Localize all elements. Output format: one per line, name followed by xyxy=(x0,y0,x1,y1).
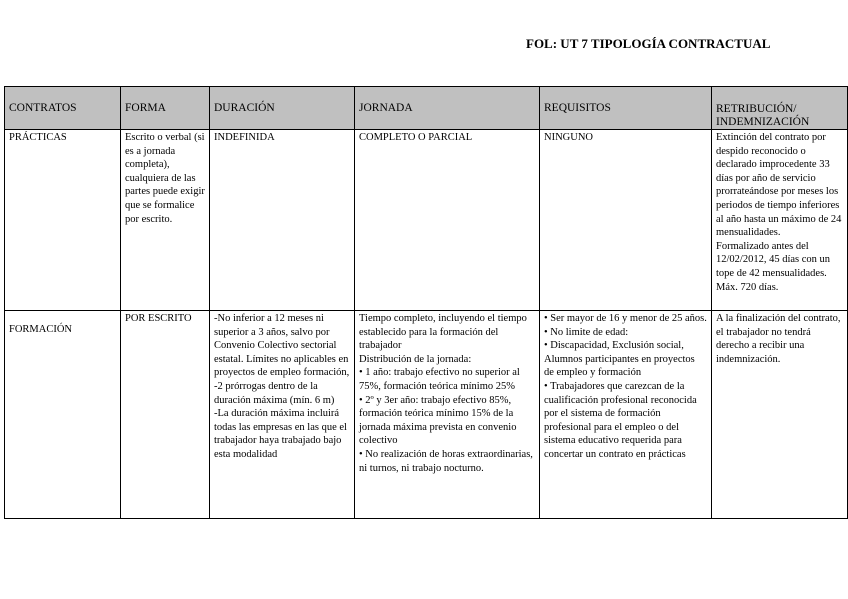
cell-requisitos xyxy=(540,311,712,519)
cell-line: INDEFINIDA xyxy=(214,132,275,143)
cell-line: • 2º y 3er año: trabajo efectivo 85%, formación teórica mínimo 15% de la jornada máxima prevista en convenio colectivo xyxy=(359,394,517,447)
cell-line: Formalizado antes del 12/02/2012, 45 días con un tope de 42 mensualidades. Máx. 720 días. xyxy=(716,240,831,293)
header-duracion: DURACIÓN xyxy=(210,87,355,130)
cell-jornada xyxy=(355,311,540,519)
header-jornada: JORNADA xyxy=(355,87,540,130)
cell-line: A la finalización del contrato, el trabajador no tendrá derecho a recibir una indemnización. xyxy=(716,313,841,365)
cell-line: Extinción del contrato por despido reconocido o declarado improcedente 33 días por año de servicio prorrateándose por meses los periodos de tiempo inferiores al año hasta un máximo de 24 mensualidades. xyxy=(716,132,842,239)
cell-line: Distribución de la jornada: xyxy=(359,353,472,365)
cell-retribucion xyxy=(712,130,848,311)
cell-line: -2 prórrogas dentro de la duración máxima (mín. 6 m) xyxy=(214,380,335,406)
cell-jornada xyxy=(355,130,540,311)
cell-duracion xyxy=(210,311,355,519)
header-retribucion: RETRIBUCIÓN/ INDEMNIZACIÓN xyxy=(712,87,848,130)
table-row xyxy=(5,130,848,311)
header-contratos: CONTRATOS xyxy=(5,87,121,130)
cell-forma: POR ESCRITO xyxy=(121,311,210,519)
table-row xyxy=(5,311,848,519)
table-header-row xyxy=(5,87,848,130)
cell-line: -No inferior a 12 meses ni superior a 3 años, salvo por Convenio Colectivo sectorial estatal. Límites no aplicables en proyectos de empleo formación, xyxy=(214,313,350,379)
cell-line: • No realización de horas extraordinarias, ni turnos, ni trabajo nocturno. xyxy=(359,448,533,474)
cell-line: • Trabajadores que carezcan de la cualificación profesional reconocida por el sistema de formación profesional para el empleo o del sistema educativo requerida para concertar un contrato en prácticas xyxy=(544,380,697,460)
cell-requisitos xyxy=(540,130,712,311)
header-forma: FORMA xyxy=(121,87,210,130)
cell-forma: Escrito o verbal (si es a jornada completa), cualquiera de las partes puede exigir que se formalice por escrito. xyxy=(121,130,210,311)
cell-line: COMPLETO O PARCIAL xyxy=(359,132,473,143)
header-requisitos: REQUISITOS xyxy=(540,87,712,130)
cell-duracion xyxy=(210,130,355,311)
cell-line: Tiempo completo, incluyendo el tiempo establecido para la formación del trabajador xyxy=(359,313,527,352)
cell-line: • 1 año: trabajo efectivo no superior al 75%, formación teórica mínimo 25% xyxy=(359,367,520,392)
cell-line: • Discapacidad, Exclusión social, Alumnos participantes en proyectos de empleo y formación xyxy=(544,340,695,379)
cell-line: • No limite de edad: xyxy=(544,326,629,338)
cell-retribucion xyxy=(712,311,848,519)
row-label-practicas: PRÁCTICAS xyxy=(5,130,121,311)
document-title: FOL: UT 7 TIPOLOGÍA CONTRACTUAL xyxy=(526,36,771,51)
cell-line: -La duración máxima incluirá todas las empresas en las que el trabajador haya trabajado bajo esta modalidad xyxy=(214,408,347,460)
cell-line: NINGUNO xyxy=(544,132,593,143)
cell-line: • Ser mayor de 16 y menor de 25 años. xyxy=(544,313,707,324)
contracts-table xyxy=(4,86,848,519)
row-label-formacion: FORMACIÓN xyxy=(5,311,121,519)
